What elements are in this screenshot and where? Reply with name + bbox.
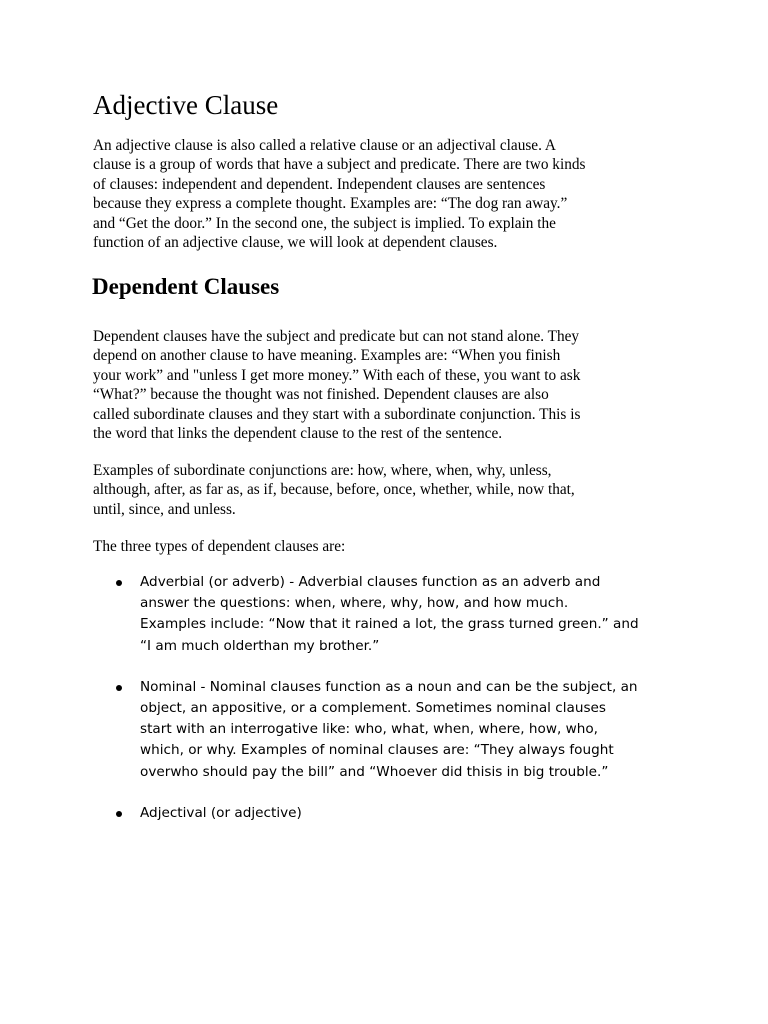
text-line: although, after, as far as, as if, because, before, once, whether, while, now that, <box>93 481 575 499</box>
text-line: and “Get the door.” In the second one, the subject is implied. To explain the <box>93 214 556 232</box>
text-line: function of an adjective clause, we will look at dependent clauses. <box>93 234 498 252</box>
text-line: Examples of subordinate conjunctions are: how, where, when, why, unless, <box>93 462 552 479</box>
dependent-clauses-paragraph <box>93 327 673 443</box>
text-line: clause is a group of words that have a subject and predicate. There are two kinds <box>93 156 586 174</box>
section-heading: Dependent Clauses <box>92 274 280 299</box>
list-item <box>114 803 639 824</box>
types-intro: The three types of dependent clauses are: <box>93 538 346 555</box>
text-line: answer the questions: when, where, why, how, and how much. <box>140 595 569 612</box>
text-line: Dependent clauses have the subject and predicate but can not stand alone. They <box>93 328 580 345</box>
bullet-icon <box>116 685 122 691</box>
text-line: your work” and "unless I get more money.” With each of these, you want to ask <box>93 366 581 384</box>
bullet-icon <box>116 811 122 817</box>
list-item <box>114 572 639 657</box>
text-line: Adverbial (or adverb) - Adverbial clauses function as an adverb and <box>140 574 601 590</box>
text-line: An adjective clause is also called a relative clause or an adjectival clause. A <box>93 137 556 154</box>
text-line: until, since, and unless. <box>93 500 236 518</box>
text-line: Adjectival (or adjective) <box>140 804 302 821</box>
intro-paragraph <box>93 136 673 252</box>
clause-types-list <box>114 572 639 824</box>
text-line: Examples include: “Now that it rained a lot, the grass turned green.” and <box>140 616 639 633</box>
text-line: object, an appositive, or a complement. Sometimes nominal clauses <box>140 700 606 717</box>
text-line: “What?” because the thought was not finished. Dependent clauses are also <box>93 386 549 404</box>
text-line: start with an interrogative like: who, what, when, where, how, who, <box>140 721 598 738</box>
text-line: of clauses: independent and dependent. Independent clauses are sentences <box>93 175 546 193</box>
text-line: overwho should pay the bill” and “Whoever did thisis in big trouble.” <box>140 763 609 780</box>
text-line: depend on another clause to have meaning. Examples are: “When you finish <box>93 347 561 365</box>
text-line: which, or why. Examples of nominal clauses are: “They always fought <box>140 742 614 759</box>
document-title: Adjective Clause <box>93 90 279 120</box>
text-line: Nominal - Nominal clauses function as a noun and can be the subject, an <box>140 678 638 695</box>
conjunctions-paragraph <box>93 461 673 519</box>
text-line: because they express a complete thought. Examples are: “The dog ran away.” <box>93 195 568 213</box>
text-line: “I am much olderthan my brother.” <box>140 637 380 654</box>
bullet-icon <box>116 580 122 586</box>
text-line: called subordinate clauses and they start with a subordinate conjunction. This is <box>93 405 581 423</box>
text-line: the word that links the dependent clause to the rest of the sentence. <box>93 425 503 443</box>
list-item <box>114 677 639 783</box>
